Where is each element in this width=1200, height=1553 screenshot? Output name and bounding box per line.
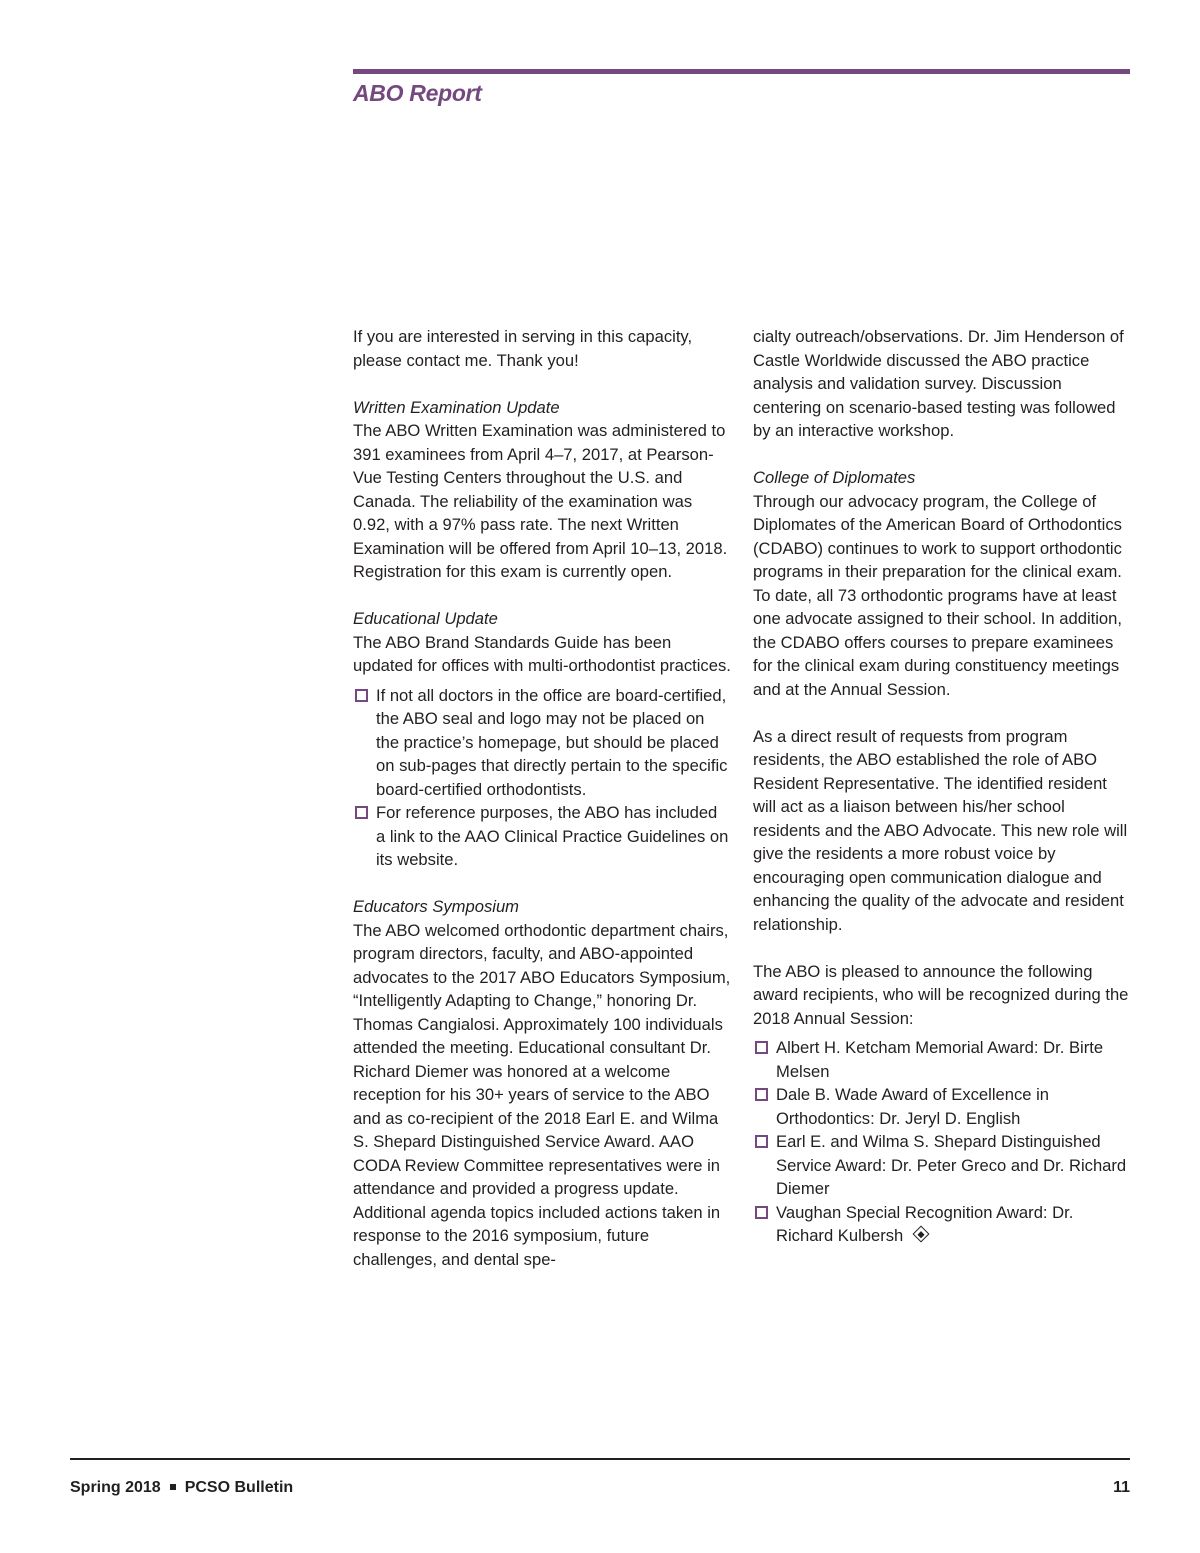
square-bullet-icon <box>355 806 368 819</box>
square-bullet-icon <box>755 1135 768 1148</box>
award-text: Dale B. Wade Award of Excellence in Orthodontics: Dr. Jeryl D. English <box>776 1085 1050 1128</box>
square-bullet-icon <box>755 1088 768 1101</box>
section-title: ABO Report <box>353 80 482 106</box>
award-text: Albert H. Ketcham Memorial Award: Dr. Birte Melsen <box>776 1038 1104 1081</box>
page-number: 11 <box>1113 1479 1130 1496</box>
list-item <box>353 684 731 802</box>
list-item <box>753 1083 1131 1130</box>
list-item <box>753 1036 1131 1083</box>
right-column <box>753 325 1131 1248</box>
award-text: Vaughan Special Recognition Award: Dr. Richard Kulbersh <box>776 1202 1074 1245</box>
footer-publication: PCSO Bulletin <box>184 1479 294 1496</box>
educational-bullet-list <box>353 684 731 872</box>
college-heading: College of Diplomates <box>753 468 916 487</box>
header-rule <box>353 69 1130 74</box>
footer-rule <box>70 1458 1130 1460</box>
symposium-continued-paragraph: cialty outreach/observations. Dr. Jim Henderson of Castle Worldwide discussed the ABO practice analysis and validation survey. Discussion centering on scenario-based testing was followed by an interactive workshop. <box>753 327 1124 440</box>
award-text: Earl E. and Wilma S. Shepard Distinguished Service Award: Dr. Peter Greco and Dr. Richard Diemer <box>776 1132 1127 1198</box>
symposium-heading: Educators Symposium <box>353 897 520 916</box>
college-paragraph: Through our advocacy program, the College of Diplomates of the American Board of Orthodontics (CDABO) continues to work to support orthodontic programs in their preparation for the clinical exam. To date, all 73 orthodontic programs have at least one advocate assigned to their school. In addition, the CDABO offers courses to prepare examinees for the clinical exam during constituency meetings and at the Annual Session. <box>753 491 1123 699</box>
square-bullet-icon <box>755 1206 768 1219</box>
footer-issue-line <box>70 1479 293 1497</box>
list-item <box>753 1201 1131 1248</box>
written-exam-paragraph: The ABO Written Examination was administered to 391 examinees from April 4–7, 2017, at Pearson-Vue Testing Centers throughout the U.S. and Canada. The reliability of the examination was 0.92, with a 97% pass rate. The next Written Examination will be offered from April 10–13, 2018. Registration for this exam is currently open. <box>353 421 728 581</box>
square-bullet-icon <box>355 689 368 702</box>
list-item <box>353 801 731 872</box>
educational-paragraph: The ABO Brand Standards Guide has been updated for offices with multi-orthodontist practices. <box>353 632 731 675</box>
list-item <box>753 1130 1131 1201</box>
educational-heading: Educational Update <box>353 609 498 628</box>
square-bullet-icon <box>755 1041 768 1054</box>
intro-paragraph: If you are interested in serving in this capacity, please contact me. Thank you! <box>353 327 693 370</box>
footer-issue: Spring 2018 <box>70 1479 161 1496</box>
bullet-text: If not all doctors in the office are board-certified, the ABO seal and logo may not be placed on the practice’s homepage, but should be placed on sub-pages that directly pertain to the specific board-certified orthodontists. <box>376 685 728 799</box>
square-separator-icon <box>170 1484 176 1490</box>
symposium-paragraph: The ABO welcomed orthodontic department chairs, program directors, faculty, and ABO-appointed advocates to the 2017 ABO Educators Symposium, “Intelligently Adapting to Change,” honoring Dr. Thomas Cangialosi. Approximately 100 individuals attended the meeting. Educational consultant Dr. Richard Diemer was honored at a welcome reception for his 30+ years of service to the ABO and as co-recipient of the 2018 Earl E. and Wilma S. Shepard Distinguished Service Award. AAO CODA Review Committee representatives were in attendance and provided a progress update. Additional agenda topics included actions taken in response to the 2016 symposium, future challenges, and dental spe- <box>353 920 731 1269</box>
bullet-text: For reference purposes, the ABO has included a link to the AAO Clinical Practice Guidelines on its website. <box>376 803 729 869</box>
left-column <box>353 325 731 1271</box>
awards-list <box>753 1036 1131 1248</box>
diamond-end-mark-icon <box>913 1226 930 1243</box>
written-exam-heading: Written Examination Update <box>353 397 560 417</box>
resident-representative-paragraph: As a direct result of requests from program residents, the ABO established the role of ABO Resident Representative. The identified resident will act as a liaison between his/her school residents and the ABO Advocate. This new role will give the residents a more robust voice by encouraging open communication dialogue and enhancing the quality of the advocate and resident relationship. <box>753 726 1128 934</box>
awards-intro-paragraph: The ABO is pleased to announce the following award recipients, who will be recognized during the 2018 Annual Session: <box>753 961 1129 1028</box>
